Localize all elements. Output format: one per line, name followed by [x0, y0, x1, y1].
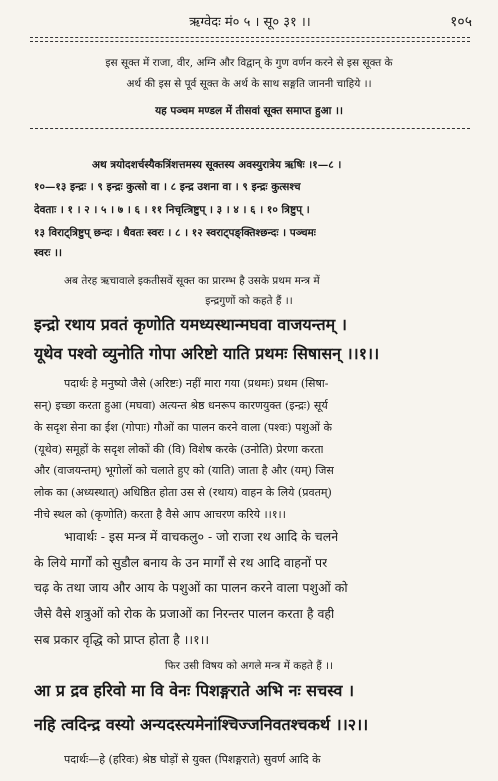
intro2-line: इन्द्रगुणों को कहते हैं ।। [205, 295, 293, 307]
header-divider [30, 37, 470, 38]
padartha-line: (यूथेव) समूहों के सदृश लोकों की (वि) विशेष करके (उनोति) प्रेरणा करता [34, 443, 324, 456]
padartha-line: नीचे स्थल को (कृणोति) करता है वैसे आप आचरण करिये ।।१।। [34, 508, 286, 521]
padartha-line: पदार्थः—हे (हरिवः) श्रेष्ठ घोड़ों से युक्त (पिशङ्गराते) सुवर्ण आदि के [64, 753, 321, 766]
bhavartha-line: चढ़ के तथा जाय और आय के पशुओं का पालन करने वाला पशुओं को [34, 580, 348, 595]
header-divider [30, 41, 470, 42]
bhavartha-line: सब प्रकार वृद्धि को प्राप्त होता है ।।१।। [34, 632, 210, 647]
rishi-line: देवताः । १ । २ । ५ । ७ । ६ । ११ निचृत्त्रिष्टुप् । ३ । ४ । ६ । १० त्रिष्टुप् । [34, 204, 310, 216]
intro2-line: अब तेरह ऋचावाले इकतीसवें सूक्त का प्रारम्भ है उसके प्रथम मन्त्र में [64, 275, 320, 287]
bhavartha-line: के लिये मार्गों को सुडौल बनाय के उन मार्गों से रथ आदि वाहनों पर [34, 555, 328, 570]
mantra-line: आ प्र द्रव हरिवो मा वि वेनः पिशङ्गराते अभि नः सचस्व । [34, 681, 355, 700]
intro-line: अर्थ की इस से पूर्व सूक्त के अर्थ के साथ सङ्गति जाननी चाहिये ।। [126, 78, 372, 90]
page-header [0, 12, 498, 32]
mantra-line: नहि त्वदिन्द्र वस्यो अन्यदस्त्यमेनांश्चिज्जनिवतश्चकर्थ ।।२।। [34, 715, 369, 734]
rishi-line: स्वरः ।। [34, 247, 62, 259]
mantra-line: इन्द्रो रथाय प्रवतं कृणोति यमध्यस्थान्मघवा वाजयन्तम् । [34, 315, 347, 334]
intro-line: इस सूक्त में राजा, वीर, अग्नि और विद्वान् के गुण वर्णन करने से इस सूक्त के [105, 57, 393, 69]
rishi-line: अथ त्रयोदशर्चस्यैकत्रिंशत्तमस्य सूक्तस्य अवस्युरात्रेय ऋषिः ।१—८ । [92, 159, 342, 171]
running-title: ऋग्वेदः मं० ५ । सू० ३१ ।। [189, 15, 311, 30]
padartha-line: पदार्थः हे मनुष्यो जैसे (अरिष्टः) नहीं मारा गया (प्रथमः) प्रथम (सिषा- [64, 377, 329, 390]
padartha-line: सन्) इच्छा करता हुआ (मघवा) अत्यन्त श्रेष्ठ धनरूप कारणयुक्त (इन्द्रः) सूर्य [34, 399, 328, 412]
page-number: १०५ [450, 14, 472, 30]
bhavartha-line: जैसे वैसे शत्रुओं को रोक के प्रजाओं का निरन्तर पालन करता है वही [34, 606, 335, 621]
padartha-line: के सदृश सेना का ईश (गोपाः) गौओं का पालन करने वाला (पश्वः) पशुओं के [34, 421, 332, 434]
padartha-line: और (वाजयन्तम्) भूगोलों को चलाते हुए को (याति) जाता है और (यम्) जिस [34, 464, 334, 477]
intro3-line: फिर उसी विषय को अगले मन्त्र में कहते हैं ।। [164, 660, 334, 672]
rishi-line: १०—१३ इन्द्रः । ९ इन्द्रः कुत्सो वा । ८ इन्द्र उशना वा । ९ इन्द्रः कुत्सश्च [34, 181, 301, 193]
padartha-line: लोक का (अध्यस्थात्) अधिष्ठित होता उस से (रथाय) वाहन के लिये (प्रवतम्) [34, 486, 332, 499]
mantra-line: यूथेव पश्वो व्युनोति गोपा अरिष्टो याति प्रथमः सिषासन् ।।१।। [34, 344, 380, 363]
bhavartha-line: भावार्थः - इस मन्त्र में वाचकलु० - जो राजा रथ आदि के चलने [64, 529, 339, 544]
section-divider [30, 128, 470, 129]
conclusion-line: यह पञ्चम मण्डल में तीसवां सूक्त समाप्त हुआ ।। [155, 105, 343, 117]
rishi-line: १३ विराट्त्रिष्टुप् छन्दः । धैवतः स्वरः । ८ । १२ स्वराट्पङ्क्तिश्छन्दः । पञ्चमः [34, 227, 316, 239]
